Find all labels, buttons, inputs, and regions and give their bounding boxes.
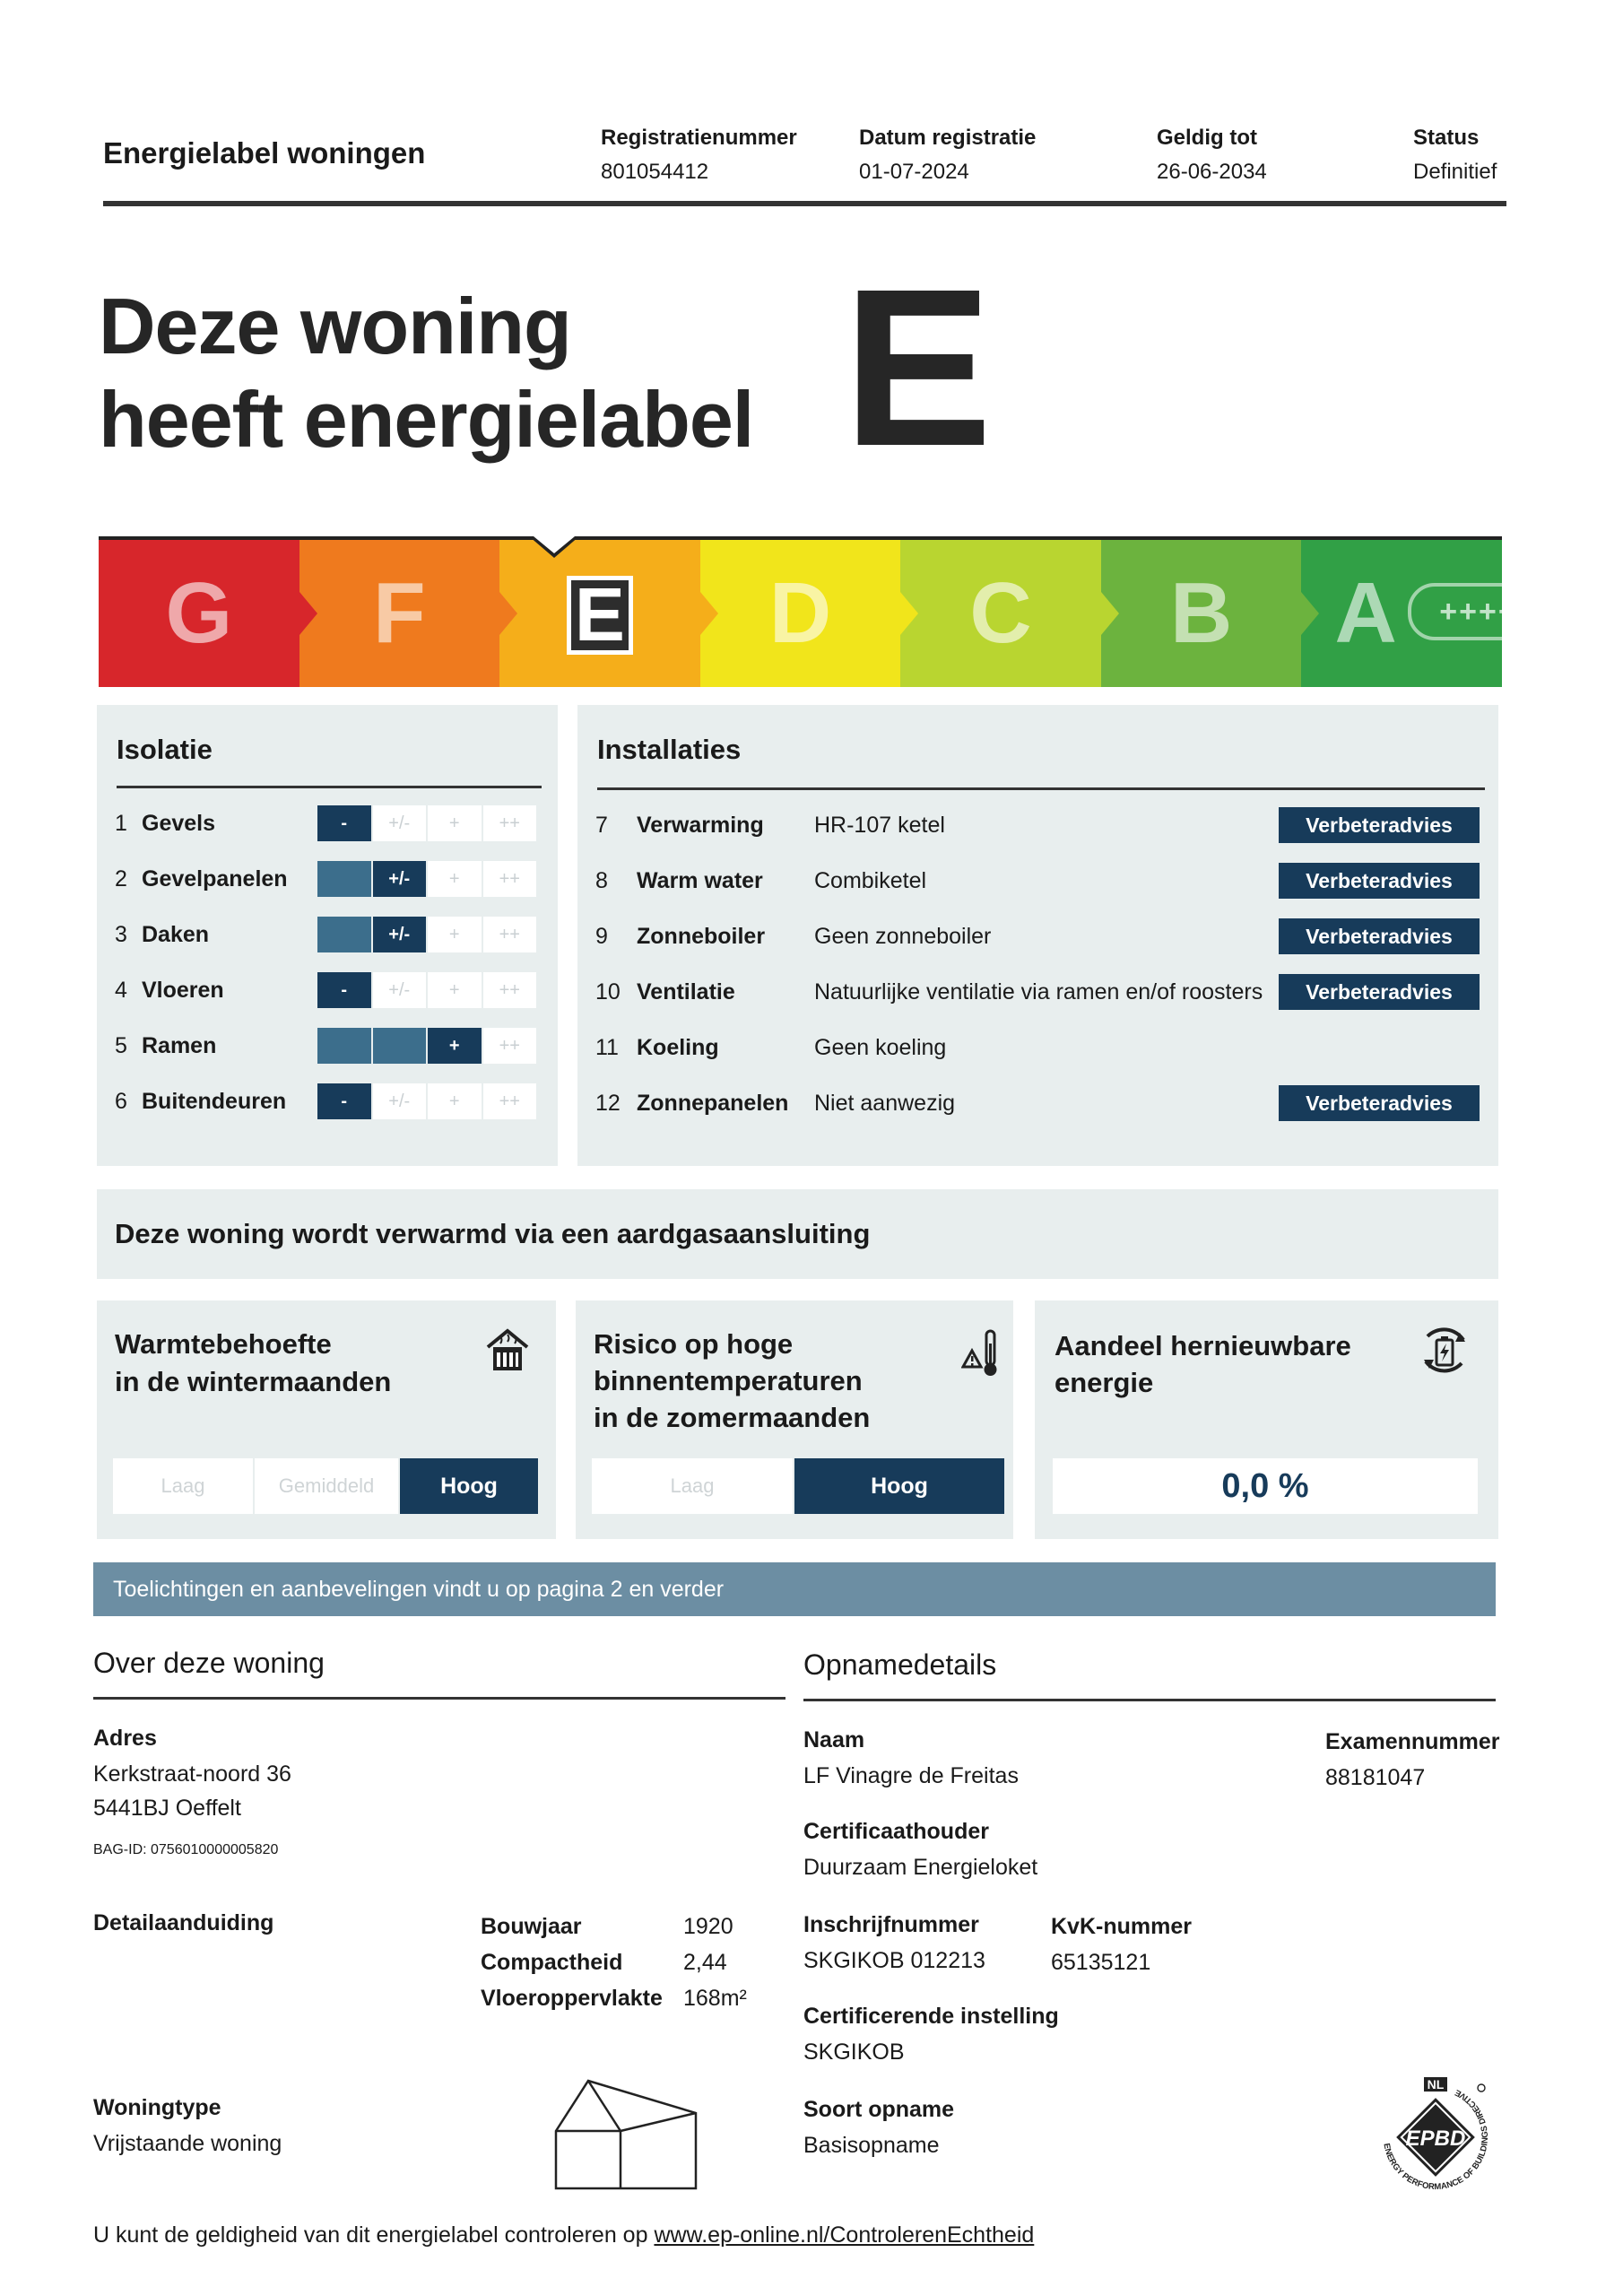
scale-segment-f: F	[299, 540, 500, 687]
isolatie-level-cell	[317, 861, 371, 897]
isolatie-level-cell: ++	[483, 861, 537, 897]
warmte-hoog: Hoog	[400, 1458, 538, 1514]
isolatie-level-cell: +	[428, 805, 482, 841]
bouwjaar-label: Bouwjaar	[481, 1914, 582, 1939]
isolatie-level-bar	[317, 805, 538, 841]
verbeteradvies-button[interactable]: Verbeteradvies	[1279, 918, 1480, 954]
isolatie-row: 2 Gevelpanelen	[115, 866, 288, 891]
hernieuwbaar-panel	[1035, 1300, 1498, 1539]
warmtebehoefte-scale	[113, 1458, 538, 1514]
detailaanduiding-label: Detailaanduiding	[93, 1910, 274, 1935]
warmtebehoefte-panel	[97, 1300, 556, 1539]
scale-segment-c: C	[900, 540, 1101, 687]
adres-line1: Kerkstraat-noord 36	[93, 1761, 291, 1787]
woningtype-value: Vrijstaande woning	[93, 2131, 282, 2156]
detached-house-icon	[552, 2077, 699, 2196]
verbeteradvies-button[interactable]: Verbeteradvies	[1279, 974, 1480, 1010]
isolatie-row: 4 Vloeren	[115, 978, 224, 1003]
installaties-title: Installaties	[597, 734, 742, 765]
isolatie-panel	[97, 705, 558, 1166]
compactheid-label: Compactheid	[481, 1950, 623, 1975]
certificaathouder-label: Certificaathouder	[803, 1819, 989, 1844]
isolatie-level-bar	[317, 1028, 538, 1064]
adres-label: Adres	[93, 1726, 157, 1751]
verbeteradvies-button[interactable]: Verbeteradvies	[1279, 863, 1480, 899]
isolatie-level-bar	[317, 972, 538, 1008]
warmte-laag: Laag	[113, 1458, 253, 1514]
epbd-logo	[1370, 2072, 1501, 2203]
soort-opname-label: Soort opname	[803, 2097, 955, 2122]
scale-segment-e: E	[499, 540, 700, 687]
inschrijfnummer-value: SKGIKOB 012213	[803, 1948, 985, 1973]
isolatie-level-cell: ++	[483, 1028, 537, 1064]
isolatie-level-cell: -	[317, 805, 371, 841]
bag-id: BAG-ID: 0756010000005820	[93, 1842, 279, 1857]
verbeteradvies-button[interactable]: Verbeteradvies	[1279, 1085, 1480, 1121]
svg-text:NL: NL	[1427, 2077, 1445, 2092]
verwarming-note: Deze woning wordt verwarmd via een aardgasaansluiting	[115, 1218, 871, 1249]
footer-note: U kunt de geldigheid van dit energielabel controleren op www.ep-online.nl/ControlerenEchtheid	[93, 2222, 1035, 2248]
installatie-name: 10 Ventilatie	[595, 979, 735, 1004]
datum-registratie: Datum registratie 01-07-2024	[859, 126, 1037, 184]
isolatie-title: Isolatie	[117, 734, 213, 765]
risico-scale	[592, 1458, 1004, 1514]
isolatie-level-bar	[317, 917, 538, 952]
isolatie-level-cell: +/-	[373, 1083, 427, 1119]
installatie-name: 9 Zonneboiler	[595, 924, 766, 949]
hernieuwbaar-title: Aandeel hernieuwbare energie	[1055, 1330, 1351, 1398]
isolatie-level-bar	[317, 1083, 538, 1119]
scale-segment-a: A	[1301, 540, 1502, 687]
isolatie-level-bar	[317, 861, 538, 897]
vloeroppervlakte-label: Vloeroppervlakte	[481, 1986, 663, 2011]
isolatie-level-cell: -	[317, 972, 371, 1008]
installatie-name: 12 Zonnepanelen	[595, 1091, 789, 1116]
isolatie-row: 5 Ramen	[115, 1033, 217, 1058]
installatie-name: 11 Koeling	[595, 1035, 719, 1060]
header-divider	[103, 201, 1506, 206]
energy-label-letter: E	[843, 242, 993, 492]
label-heading: Deze woning heeft energielabel	[99, 282, 754, 464]
hernieuwbaar-value: 0,0 %	[1053, 1458, 1478, 1514]
certificaathouder-value: Duurzaam Energieloket	[803, 1855, 1038, 1880]
scale-segment-b: B	[1101, 540, 1302, 687]
svg-text:EPBD: EPBD	[1405, 2126, 1466, 2151]
risico-laag: Laag	[592, 1458, 793, 1514]
renewable-energy-icon	[1415, 1322, 1474, 1381]
isolatie-level-cell: +/-	[373, 861, 427, 897]
isolatie-level-cell: ++	[483, 805, 537, 841]
isolatie-level-cell: +	[428, 917, 482, 952]
isolatie-level-cell: ++	[483, 1083, 537, 1119]
isolatie-level-cell: +	[428, 861, 482, 897]
installatie-value: Geen zonneboiler	[814, 924, 992, 949]
isolatie-level-cell	[373, 1028, 427, 1064]
kvk-label: KvK-nummer	[1051, 1914, 1192, 1939]
isolatie-level-cell	[317, 917, 371, 952]
thermometer-warning-icon	[961, 1327, 1001, 1379]
isolatie-row: 6 Buitendeuren	[115, 1089, 287, 1114]
geldig-tot: Geldig tot 26-06-2034	[1157, 126, 1267, 184]
risico-title: Risico op hoge binnentemperaturen in de zomermaanden	[594, 1328, 871, 1433]
isolatie-level-cell: +	[428, 1083, 482, 1119]
isolatie-level-cell: -	[317, 1083, 371, 1119]
bouwjaar-value: 1920	[683, 1914, 733, 1939]
controleren-link[interactable]: www.ep-online.nl/ControlerenEchtheid	[654, 2222, 1035, 2248]
installatie-value: Natuurlijke ventilatie via ramen en/of roosters	[814, 979, 1263, 1004]
document-title: Energielabel woningen	[103, 136, 426, 170]
isolatie-level-cell: ++	[483, 972, 537, 1008]
installatie-value: Combiketel	[814, 868, 927, 893]
a-plus-badge: ++++	[1408, 583, 1549, 640]
warmtebehoefte-title: Warmtebehoefte in de wintermaanden	[115, 1328, 392, 1397]
certificerende-instelling-label: Certificerende instelling	[803, 2004, 1059, 2029]
installatie-value: Geen koeling	[814, 1035, 947, 1060]
soort-opname-value: Basisopname	[803, 2133, 940, 2158]
woningtype-label: Woningtype	[93, 2095, 221, 2120]
isolatie-level-cell: +	[428, 972, 482, 1008]
toelichting-banner: Toelichtingen en aanbevelingen vindt u op pagina 2 en verder	[93, 1562, 1496, 1616]
installatie-value: Niet aanwezig	[814, 1091, 956, 1116]
certificerende-instelling-value: SKGIKOB	[803, 2039, 905, 2065]
svg-text:ENERGY PERFORMANCE OF BUILDING: ENERGY PERFORMANCE OF BUILDINGS DIRECTIVE	[1381, 2087, 1491, 2193]
opname-section-title: Opnamedetails	[803, 1648, 997, 1681]
inschrijfnummer-label: Inschrijfnummer	[803, 1912, 979, 1937]
isolatie-level-cell: +/-	[373, 917, 427, 952]
kvk-value: 65135121	[1051, 1950, 1151, 1975]
warmte-gemiddeld: Gemiddeld	[255, 1458, 398, 1514]
status: Status Definitief	[1413, 126, 1497, 184]
naam-value: LF Vinagre de Freitas	[803, 1763, 1019, 1788]
isolatie-level-cell: +/-	[373, 805, 427, 841]
installatie-value: HR-107 ketel	[814, 813, 945, 838]
isolatie-level-cell	[317, 1028, 371, 1064]
isolatie-row: 1 Gevels	[115, 811, 216, 836]
examennummer-value: 88181047	[1325, 1765, 1426, 1790]
registratienummer: Registratienummer 801054412	[601, 126, 797, 184]
risico-hoog: Hoog	[794, 1458, 1004, 1514]
house-heating-icon	[484, 1326, 531, 1374]
isolatie-level-cell: +/-	[373, 972, 427, 1008]
isolatie-level-cell: ++	[483, 917, 537, 952]
risico-panel	[576, 1300, 1013, 1539]
isolatie-level-cell: +	[428, 1028, 482, 1064]
naam-label: Naam	[803, 1727, 865, 1752]
installatie-name: 8 Warm water	[595, 868, 763, 893]
scale-segment-g: G	[99, 540, 299, 687]
installatie-name: 7 Verwarming	[595, 813, 764, 838]
adres-line2: 5441BJ Oeffelt	[93, 1796, 241, 1821]
energy-label-scale	[99, 536, 1518, 687]
scale-segment-d: D	[700, 540, 901, 687]
vloeroppervlakte-value: 168m²	[683, 1986, 747, 2011]
isolatie-row: 3 Daken	[115, 922, 210, 947]
installaties-panel	[577, 705, 1498, 1166]
woning-section-title: Over deze woning	[93, 1647, 325, 1679]
verwarming-note-panel	[97, 1189, 1498, 1279]
compactheid-value: 2,44	[683, 1950, 727, 1975]
verbeteradvies-button[interactable]: Verbeteradvies	[1279, 807, 1480, 843]
examennummer-label: Examennummer	[1325, 1729, 1500, 1754]
